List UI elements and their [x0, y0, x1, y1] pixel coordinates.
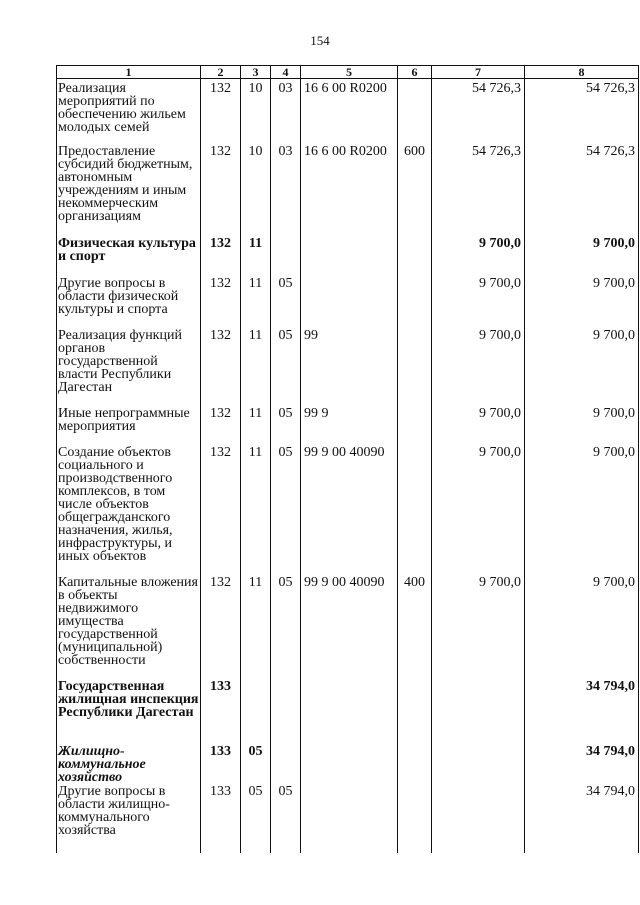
- header-col-1: 1: [57, 66, 201, 79]
- row-name: Жилищно-коммунальное хозяйство: [57, 745, 201, 785]
- row-total: 9 700,0: [525, 407, 639, 446]
- row-section: 11: [241, 329, 271, 407]
- row-expense-type: [398, 680, 432, 745]
- row-target-article: 16 6 00 R0200: [301, 79, 398, 145]
- row-amount: 9 700,0: [432, 446, 525, 576]
- row-subsection: 05: [271, 785, 301, 853]
- row-total: 9 700,0: [525, 277, 639, 329]
- header-col-4: 4: [271, 66, 301, 79]
- row-total: 54 726,3: [525, 79, 639, 145]
- row-name: Физическая культура и спорт: [57, 237, 201, 277]
- row-code: 133: [201, 785, 241, 853]
- table-row: [57, 785, 639, 853]
- row-section: 11: [241, 446, 271, 576]
- row-subsection: 03: [271, 79, 301, 145]
- table-row: [57, 237, 639, 277]
- row-section: 11: [241, 407, 271, 446]
- row-expense-type: [398, 79, 432, 145]
- header-col-3: 3: [241, 66, 271, 79]
- budget-table: [56, 65, 639, 853]
- header-row: [57, 66, 639, 79]
- page-number: 154: [310, 33, 330, 48]
- row-subsection: 03: [271, 145, 301, 237]
- row-total: 34 794,0: [525, 680, 639, 745]
- row-name: Реализация функций органов государственной власти Республики Дагестан: [57, 329, 201, 407]
- row-total: 34 794,0: [525, 745, 639, 785]
- table-row: [57, 329, 639, 407]
- row-name: Иные непрограммные мероприятия: [57, 407, 201, 446]
- row-total: 54 726,3: [525, 145, 639, 237]
- row-target-article: [301, 237, 398, 277]
- row-code: 133: [201, 680, 241, 745]
- row-target-article: 99: [301, 329, 398, 407]
- header-col-8: 8: [525, 66, 639, 79]
- row-code: 133: [201, 745, 241, 785]
- row-subsection: 05: [271, 277, 301, 329]
- row-amount: 54 726,3: [432, 79, 525, 145]
- row-amount: 9 700,0: [432, 576, 525, 680]
- header-col-7: 7: [432, 66, 525, 79]
- row-subsection: [271, 680, 301, 745]
- row-amount: [432, 680, 525, 745]
- row-subsection: 05: [271, 576, 301, 680]
- row-amount: 9 700,0: [432, 277, 525, 329]
- row-expense-type: [398, 329, 432, 407]
- row-target-article: 99 9 00 40090: [301, 576, 398, 680]
- row-target-article: [301, 680, 398, 745]
- row-target-article: 16 6 00 R0200: [301, 145, 398, 237]
- row-subsection: 05: [271, 446, 301, 576]
- row-target-article: [301, 785, 398, 853]
- row-subsection: [271, 237, 301, 277]
- table-row: [57, 277, 639, 329]
- row-section: 05: [241, 785, 271, 853]
- header-col-2: 2: [201, 66, 241, 79]
- table-row: [57, 446, 639, 576]
- row-amount: 9 700,0: [432, 407, 525, 446]
- row-code: 132: [201, 145, 241, 237]
- row-expense-type: [398, 277, 432, 329]
- row-total: 9 700,0: [525, 576, 639, 680]
- row-code: 132: [201, 277, 241, 329]
- table-row: [57, 79, 639, 145]
- row-section: 10: [241, 145, 271, 237]
- table-row: [57, 407, 639, 446]
- row-expense-type: 400: [398, 576, 432, 680]
- row-name: Другие вопросы в области жилищно-коммунального хозяйства: [57, 785, 201, 853]
- row-name: Капитальные вложения в объекты недвижимого имущества государственной (муниципальной) собственности: [57, 576, 201, 680]
- row-amount: 9 700,0: [432, 237, 525, 277]
- row-name: Другие вопросы в области физической культуры и спорта: [57, 277, 201, 329]
- row-code: 132: [201, 237, 241, 277]
- row-section: 11: [241, 277, 271, 329]
- row-amount: [432, 785, 525, 853]
- row-name: Создание объектов социального и производственного комплексов, в том числе объектов общегражданского назначения, жилья, инфраструктуры, и иных объектов: [57, 446, 201, 576]
- row-amount: [432, 745, 525, 785]
- row-subsection: 05: [271, 329, 301, 407]
- row-name: Предоставление субсидий бюджетным, автономным учреждениям и иным некоммерческим организациям: [57, 145, 201, 237]
- row-expense-type: [398, 237, 432, 277]
- row-name: Реализация мероприятий по обеспечению жильем молодых семей: [57, 79, 201, 145]
- row-expense-type: [398, 446, 432, 576]
- row-expense-type: 600: [398, 145, 432, 237]
- row-section: 11: [241, 237, 271, 277]
- table-row: [57, 745, 639, 785]
- row-expense-type: [398, 785, 432, 853]
- header-col-5: 5: [301, 66, 398, 79]
- row-section: 11: [241, 576, 271, 680]
- row-total: 34 794,0: [525, 785, 639, 853]
- table-row: [57, 576, 639, 680]
- row-code: 132: [201, 576, 241, 680]
- row-total: 9 700,0: [525, 237, 639, 277]
- row-total: 9 700,0: [525, 329, 639, 407]
- row-amount: 54 726,3: [432, 145, 525, 237]
- table-row: [57, 680, 639, 745]
- table-row: [57, 145, 639, 237]
- row-target-article: [301, 277, 398, 329]
- row-section: 05: [241, 745, 271, 785]
- row-amount: 9 700,0: [432, 329, 525, 407]
- row-code: 132: [201, 329, 241, 407]
- row-name: Государственная жилищная инспекция Республики Дагестан: [57, 680, 201, 745]
- header-col-6: 6: [398, 66, 432, 79]
- row-expense-type: [398, 745, 432, 785]
- row-code: 132: [201, 407, 241, 446]
- row-subsection: 05: [271, 407, 301, 446]
- row-code: 132: [201, 446, 241, 576]
- row-expense-type: [398, 407, 432, 446]
- row-total: 9 700,0: [525, 446, 639, 576]
- row-target-article: 99 9: [301, 407, 398, 446]
- row-target-article: 99 9 00 40090: [301, 446, 398, 576]
- row-target-article: [301, 745, 398, 785]
- row-section: 10: [241, 79, 271, 145]
- row-subsection: [271, 745, 301, 785]
- row-section: [241, 680, 271, 745]
- row-code: 132: [201, 79, 241, 145]
